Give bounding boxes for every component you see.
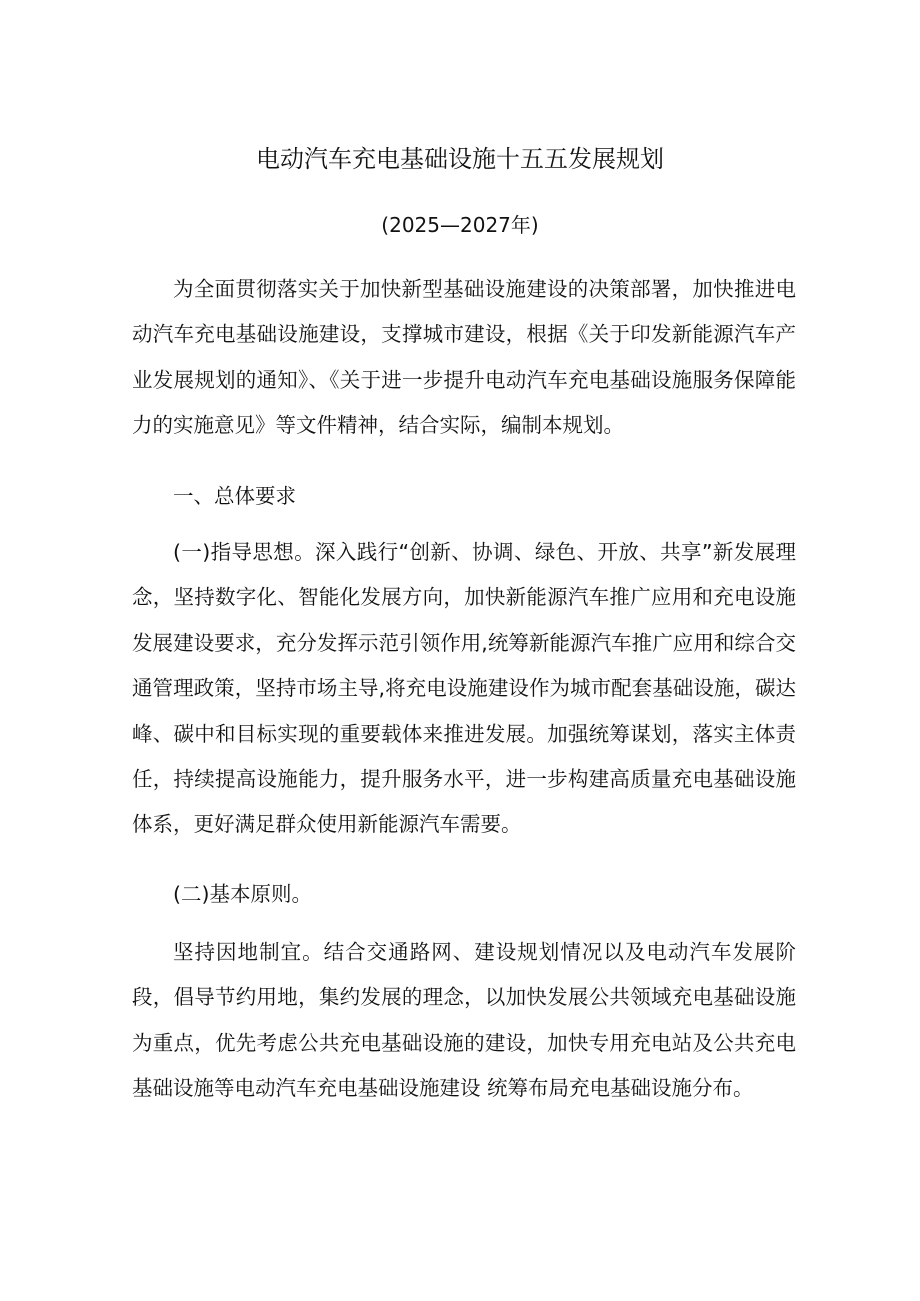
intro-paragraph: 为全面贯彻落实关于加快新型基础设施建设的决策部署，加快推进电动汽车充电基础设施建设，支撑城市建设，根据《关于印发新能源汽车产业发展规划的通知》、《关于进一步提升电动汽车充电基础设施服务保障能力的实施意见》等文件精神，结合实际，编制本规划。 (132, 277, 796, 438)
section-heading-overall: 一、总体要求 (173, 484, 296, 508)
guiding-ideology-paragraph: (一)指导思想。深入践行“创新、协调、绿色、开放、共享”新发展理念，坚持数字化、智能化发展方向，加快新能源汽车推广应用和充电设施发展建设要求，充分发挥示范引领作用,统筹新能源汽车推广应用和综合交通管理政策，坚持市场主导,将充电设施建设作为城市配套基础设施，碳达峰、碳中和目标实现的重要载体来推进发展。加强统筹谋划，落实主体责任，持续提高设施能力，提升服务水平，进一步构建高质量充电基础设施体系，更好满足群众使用新能源汽车需要。 (132, 540, 796, 837)
document-subtitle: (2025—2027年) (381, 213, 539, 237)
document-title: 电动汽车充电基础设施十五五发展规划 (256, 145, 664, 173)
principle-paragraph: 坚持因地制宜。结合交通路网、建设规划情况以及电动汽车发展阶段，倡导节约用地，集约发展的理念，以加快发展公共领域充电基础设施为重点，优先考虑公共充电基础设施的建设，加快专用充电站及公共充电基础设施等电动汽车充电基础设施建设 统筹布局充电基础设施分布。 (132, 940, 796, 1101)
section-heading-principles: (二)基本原则。 (173, 882, 312, 906)
